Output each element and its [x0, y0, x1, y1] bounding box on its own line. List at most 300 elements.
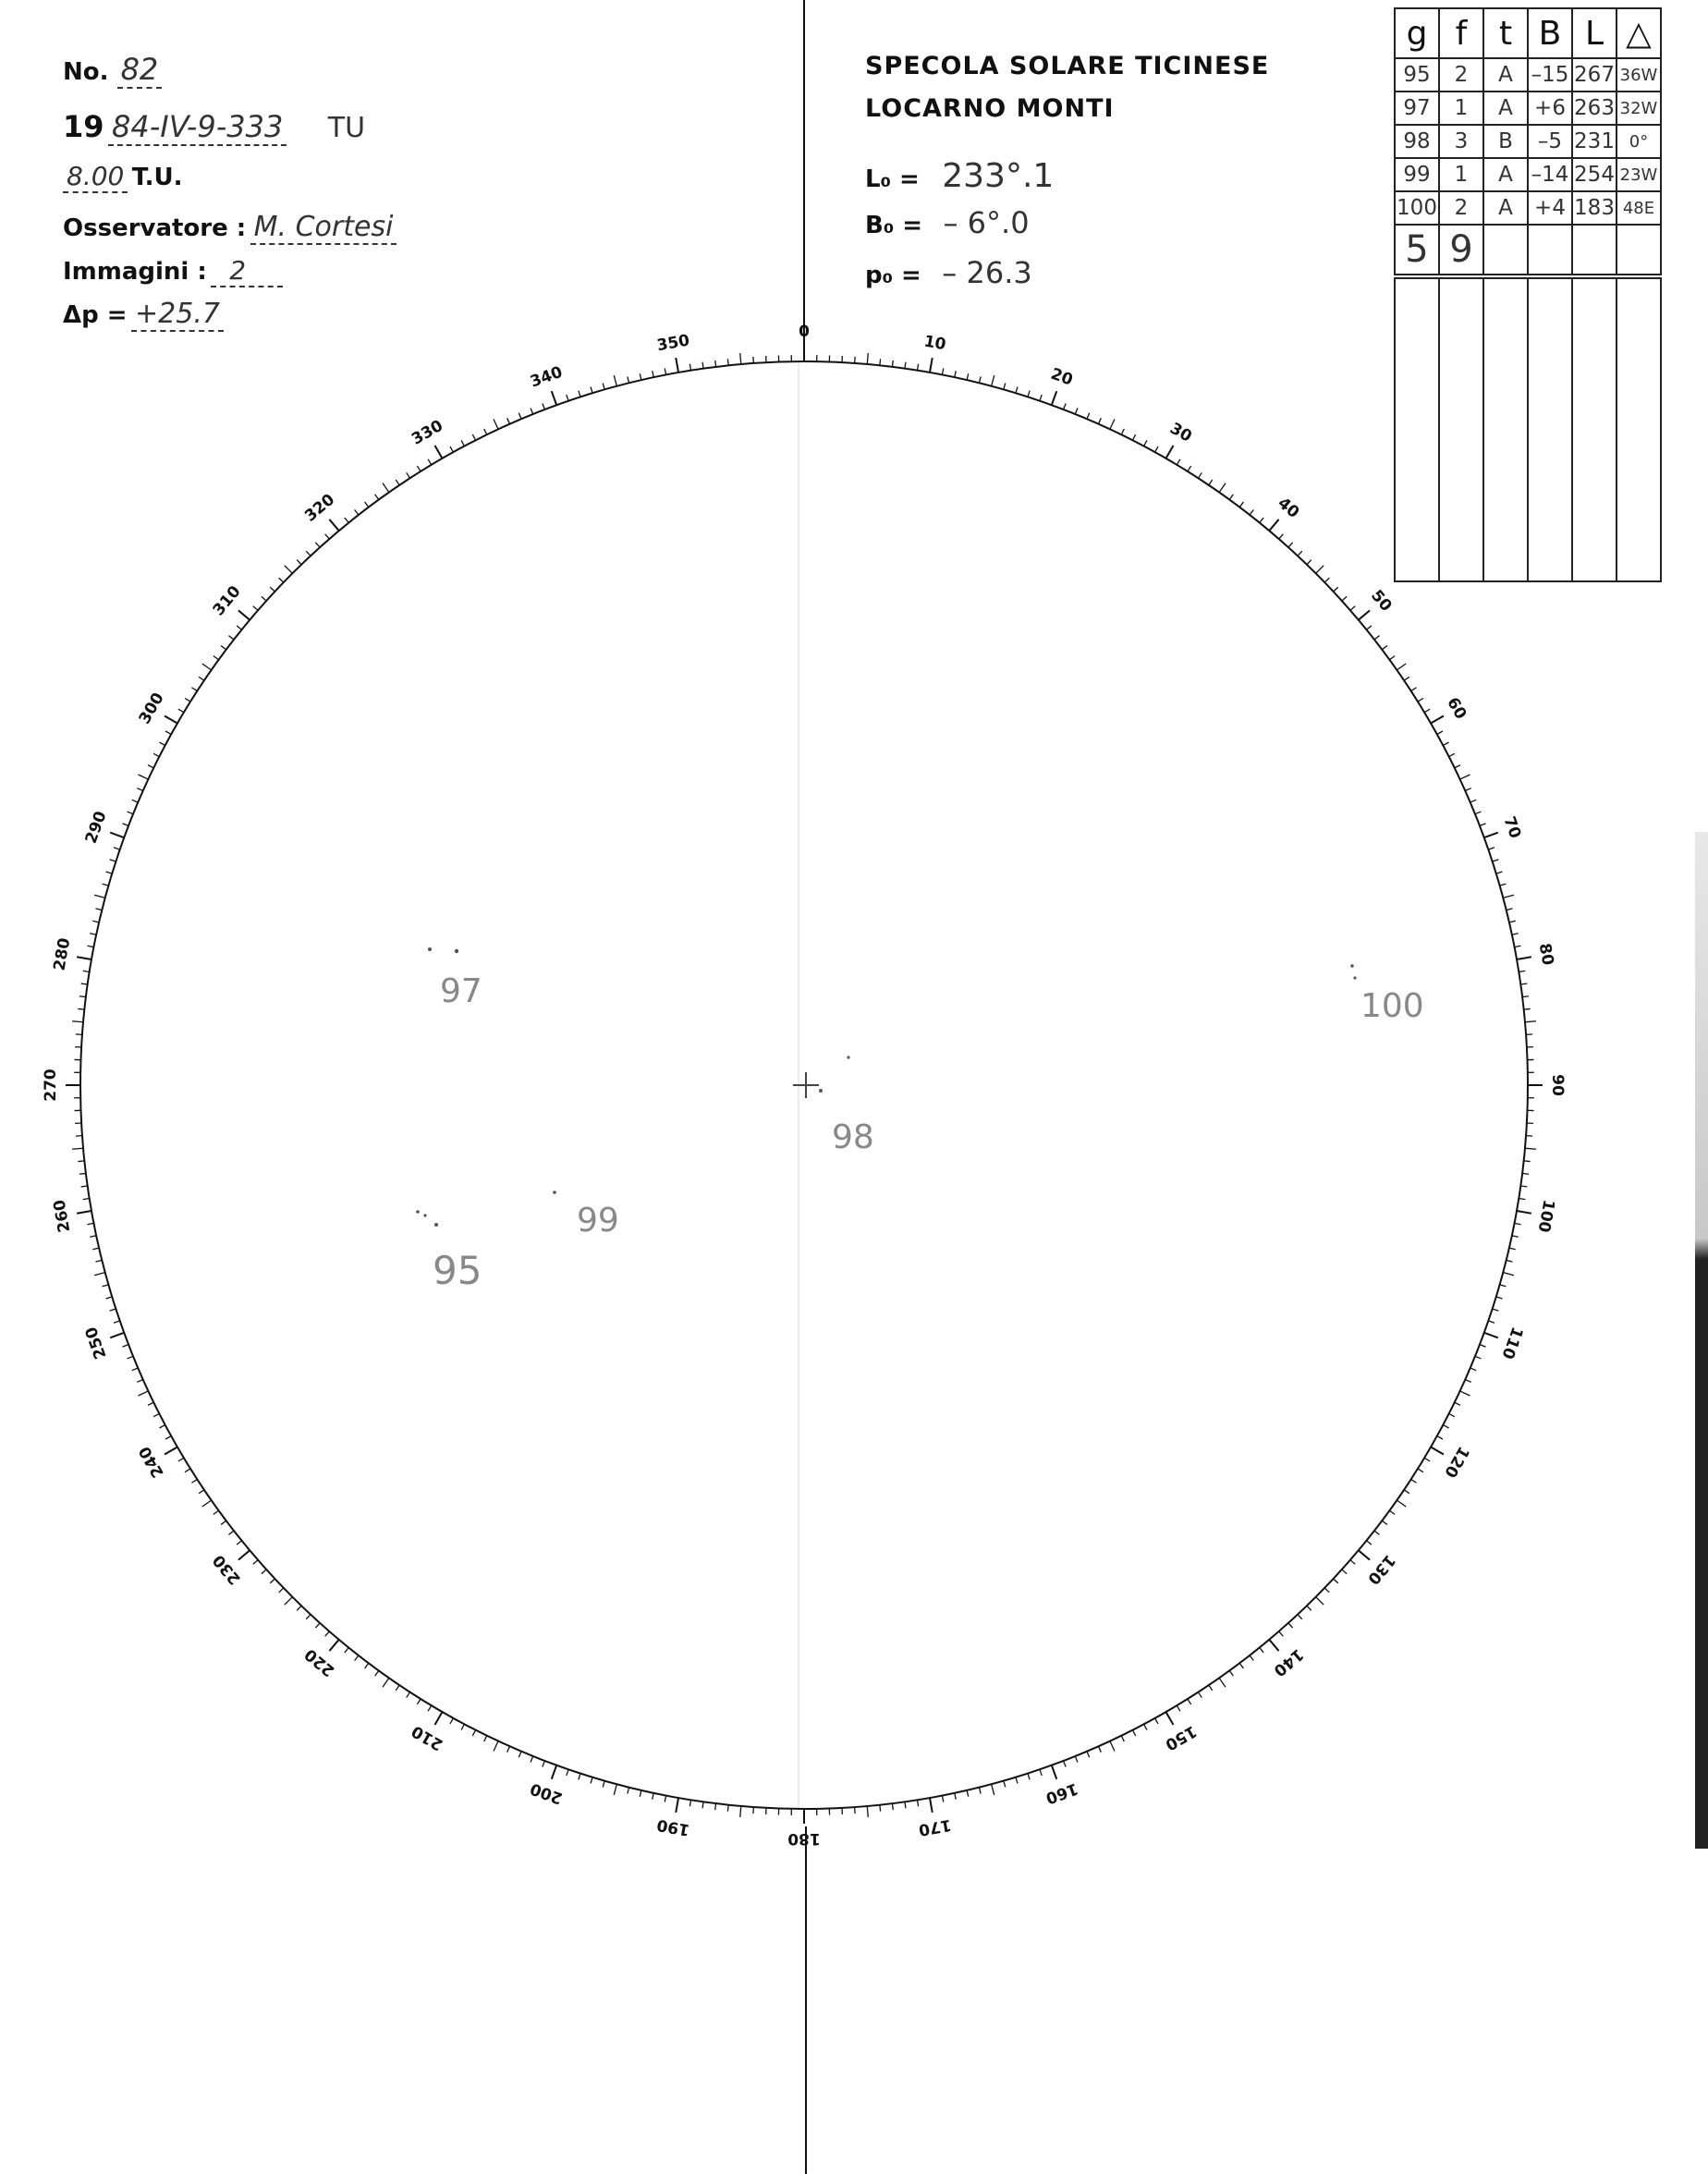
degree-tick [905, 362, 906, 369]
degree-tick [79, 996, 86, 997]
b0-value: – 6°.0 [943, 205, 1030, 240]
degree-tick [1493, 860, 1499, 861]
degree-tick [992, 375, 994, 386]
degree-tick [106, 872, 113, 873]
table-cell: 2 [1439, 58, 1483, 92]
degree-tick [603, 384, 604, 390]
degree-tick [955, 371, 956, 377]
degree-tick [315, 1623, 320, 1628]
degree-tick [214, 1510, 219, 1514]
degree-tick [494, 419, 498, 429]
degree-tick [1431, 1447, 1444, 1455]
degree-tick [1132, 1730, 1135, 1736]
degree-tick [1250, 1655, 1253, 1661]
degree-tick-label: 180 [787, 1829, 821, 1848]
degree-tick [90, 1236, 96, 1237]
degree-tick [114, 1321, 120, 1323]
degree-tick [138, 1391, 148, 1396]
degree-tick [138, 775, 148, 779]
degree-tick [1389, 656, 1395, 660]
degree-tick [137, 1379, 142, 1382]
degree-tick [202, 664, 212, 670]
table-total-cell: 5 [1395, 225, 1439, 276]
degree-tick [355, 509, 359, 515]
degree-tick [396, 1685, 399, 1691]
degree-tick [1424, 709, 1430, 713]
degree-tick [942, 369, 943, 375]
degree-tick-label: 110 [1497, 1324, 1527, 1362]
degree-tick [979, 376, 981, 383]
degree-tick [94, 1273, 105, 1276]
degree-tick [279, 1588, 284, 1593]
degree-tick [1307, 1606, 1312, 1610]
degree-tick [1209, 480, 1213, 485]
degree-tick [165, 716, 177, 724]
degree-tick [1334, 1579, 1338, 1583]
observer-label: Osservatore : [63, 214, 247, 242]
degree-tick [77, 1211, 92, 1214]
degree-tick [1342, 1569, 1347, 1574]
degree-tick [1028, 391, 1030, 397]
degree-tick-label: 60 [1443, 694, 1470, 723]
degree-tick [676, 1798, 678, 1813]
degree-tick [191, 688, 197, 691]
table-cell: A [1483, 92, 1528, 125]
degree-tick [228, 1531, 234, 1534]
degree-tick [1198, 472, 1202, 478]
header-t: t [1483, 8, 1528, 58]
images-label: Immagini : [63, 258, 207, 286]
degree-tick [1500, 1285, 1507, 1287]
degree-tick-label: 170 [917, 1814, 953, 1839]
degree-tick [1279, 534, 1284, 539]
degree-tick [1404, 677, 1409, 680]
degree-tick [1359, 1550, 1370, 1559]
degree-tick [591, 387, 592, 394]
header-g: g [1395, 8, 1439, 58]
degree-tick [1475, 812, 1481, 814]
table-cell: –5 [1528, 125, 1572, 158]
degree-tick [137, 788, 142, 791]
table-cell: 1 [1439, 92, 1483, 125]
degree-tick [531, 1756, 533, 1762]
degree-tick [689, 364, 690, 371]
degree-tick [92, 1248, 99, 1250]
degree-tick [1500, 884, 1507, 885]
degree-tick-label: 190 [655, 1814, 691, 1839]
degree-tick [355, 1655, 359, 1661]
degree-tick [507, 418, 510, 423]
degree-tick [128, 812, 133, 814]
date-value: 84-IV-9-333 [108, 109, 287, 146]
degree-tick [1098, 1746, 1101, 1752]
degree-tick [880, 1805, 881, 1812]
header-f: f [1439, 8, 1483, 58]
degree-tick [1269, 519, 1278, 531]
degree-tick [1198, 1692, 1202, 1698]
degree-tick [1342, 596, 1347, 601]
degree-tick [428, 1705, 432, 1711]
degree-tick [518, 413, 521, 419]
group-label-99: 99 [577, 1202, 619, 1240]
table-cell: 1 [1439, 158, 1483, 191]
table-cell: 0° [1616, 125, 1661, 158]
degree-tick [640, 1790, 641, 1797]
degree-tick [1517, 1211, 1531, 1214]
degree-tick [930, 1798, 933, 1813]
degree-tick [1475, 1356, 1481, 1359]
degree-tick [1509, 921, 1516, 922]
degree-tick [1520, 1186, 1527, 1187]
degree-tick [1496, 872, 1503, 873]
degree-tick [1507, 1260, 1513, 1262]
degree-tick [628, 376, 629, 383]
degree-tick [270, 587, 274, 592]
degree-tick [1465, 788, 1470, 791]
degree-tick [1443, 742, 1448, 745]
degree-tick [1517, 957, 1531, 959]
degree-tick [122, 824, 128, 826]
degree-tick [1470, 800, 1476, 802]
degree-tick [1507, 909, 1513, 910]
degree-tick [1239, 1663, 1243, 1668]
table-cell: B [1483, 125, 1528, 158]
degree-tick [955, 1793, 956, 1800]
table-cell: 97 [1395, 92, 1439, 125]
degree-tick [1437, 731, 1443, 734]
degree-tick [285, 1597, 292, 1605]
degree-tick [78, 1008, 84, 1009]
observatory-name: SPECOLA SOLARE TICINESE [865, 52, 1270, 80]
degree-tick [407, 472, 410, 478]
degree-tick [94, 895, 105, 898]
degree-tick [165, 1447, 177, 1455]
degree-tick [1016, 387, 1018, 394]
degree-tick [178, 1458, 184, 1461]
degree-tick [1219, 483, 1226, 493]
degree-tick-label: 340 [528, 362, 566, 392]
table-cell: A [1483, 58, 1528, 92]
degree-tick [591, 1777, 592, 1784]
degree-tick [110, 833, 124, 837]
degree-tick [1367, 626, 1372, 629]
group-label-97: 97 [440, 972, 482, 1010]
p0-label: p₀ = [865, 262, 921, 289]
degree-tick-label: 20 [1048, 364, 1076, 390]
degree-tick [77, 957, 92, 959]
degree-tick [1411, 688, 1417, 691]
degree-tick [1269, 1640, 1278, 1651]
degree-tick-label: 120 [1440, 1443, 1473, 1481]
degree-tick [1110, 1741, 1115, 1752]
degree-tick [103, 884, 109, 885]
degree-tick [72, 1148, 83, 1149]
degree-tick-label: 280 [50, 936, 75, 972]
degree-tick [1098, 418, 1101, 423]
degree-tick [1229, 1670, 1233, 1676]
degree-tick [1404, 1490, 1409, 1494]
scan-edge-strip [1695, 832, 1708, 1849]
degree-tick [417, 466, 421, 471]
degree-tick [1288, 1623, 1293, 1628]
degree-tick [740, 1806, 741, 1817]
degree-tick [917, 1800, 918, 1806]
degree-tick [253, 606, 258, 611]
degree-tick [1155, 1718, 1158, 1724]
degree-tick [128, 1356, 133, 1359]
degree-tick [1239, 502, 1243, 507]
degree-tick [1503, 895, 1514, 898]
degree-tick [345, 1648, 348, 1653]
degree-tick-label: 50 [1367, 586, 1396, 616]
degree-tick [1509, 1248, 1516, 1250]
degree-tick [472, 1730, 475, 1736]
degree-tick [148, 765, 153, 768]
delta-p-label: Δp = [63, 301, 128, 329]
degree-tick [1040, 395, 1042, 401]
degree-tick [702, 1801, 703, 1808]
degree-tick [285, 566, 292, 573]
degree-tick [1460, 1391, 1470, 1396]
degree-tick [1121, 429, 1124, 434]
degree-tick-label: 160 [1043, 1778, 1080, 1808]
degree-tick [880, 359, 881, 365]
degree-tick [552, 391, 556, 405]
table-cell: A [1483, 191, 1528, 225]
table-total-cell: 9 [1439, 225, 1483, 276]
degree-tick [1279, 1631, 1284, 1636]
degree-tick [450, 446, 453, 452]
degree-tick [614, 375, 616, 386]
degree-tick [967, 373, 969, 380]
degree-tick [1350, 1560, 1355, 1565]
degree-tick-label: 10 [922, 332, 947, 355]
degree-tick [1437, 1436, 1443, 1439]
number-value: 82 [117, 52, 163, 89]
degree-tick [238, 1550, 250, 1559]
degree-tick [979, 1788, 981, 1794]
table-cell: 267 [1572, 58, 1616, 92]
degree-tick [185, 698, 190, 702]
degree-tick [375, 1670, 379, 1676]
table-cell: 48E [1616, 191, 1661, 225]
degree-tick [79, 1173, 86, 1174]
degree-tick [325, 534, 330, 539]
degree-tick [1052, 1765, 1056, 1779]
degree-tick [676, 358, 678, 373]
degree-tick [383, 483, 389, 493]
degree-tick-label: 290 [81, 809, 111, 847]
table-cell: 2 [1439, 191, 1483, 225]
degree-tick [1298, 1615, 1302, 1619]
degree-tick [270, 1579, 274, 1583]
delta-p-value: +25.7 [131, 298, 224, 332]
degree-tick-label: 220 [301, 1644, 339, 1680]
table-cell: 95 [1395, 58, 1439, 92]
degree-tick-label: 150 [1162, 1721, 1200, 1754]
disk-center-cross [793, 1072, 819, 1098]
degree-tick [579, 391, 580, 397]
degree-tick [237, 1541, 241, 1545]
degree-tick [237, 626, 241, 629]
degree-tick [640, 373, 641, 380]
degree-tick [1455, 1402, 1460, 1405]
degree-tick-label: 310 [209, 582, 245, 620]
degree-tick [689, 1800, 690, 1806]
degree-tick [306, 551, 311, 556]
degree-tick [383, 1678, 389, 1687]
degree-tick [1121, 1736, 1124, 1741]
degree-tick [1316, 1597, 1324, 1605]
degree-tick [202, 1500, 212, 1507]
table-cell: 263 [1572, 92, 1616, 125]
degree-tick [1470, 1368, 1476, 1371]
degree-tick [905, 1801, 906, 1808]
degree-tick [1431, 716, 1444, 724]
degree-tick [279, 578, 284, 582]
degree-tick-label: 70 [1499, 813, 1525, 841]
degree-tick [1324, 578, 1329, 582]
degree-tick [1219, 1678, 1226, 1687]
degree-tick [1188, 1699, 1191, 1704]
table-cell: A [1483, 158, 1528, 191]
degree-tick [81, 983, 88, 984]
degree-tick [715, 1803, 716, 1810]
degree-tick [1389, 1510, 1395, 1514]
degree-tick [1166, 446, 1174, 458]
observatory-location: LOCARNO MONTI [865, 94, 1115, 123]
degree-tick [114, 848, 120, 849]
degree-tick [1488, 848, 1494, 849]
degree-tick [199, 1490, 204, 1494]
group-label-95: 95 [433, 1248, 482, 1293]
degree-tick [1087, 413, 1090, 419]
degree-tick-label: 260 [50, 1198, 75, 1234]
degree-tick-label: 90 [1548, 1074, 1567, 1096]
degree-tick [132, 1368, 138, 1371]
table-cell: 99 [1395, 158, 1439, 191]
degree-tick [892, 1803, 893, 1810]
degree-tick [461, 1724, 464, 1729]
degree-tick [1075, 1756, 1078, 1762]
degree-tick-label: 140 [1269, 1644, 1307, 1680]
degree-tick [1350, 606, 1355, 611]
l0-label: L₀ = [865, 165, 920, 193]
b0-label: B₀ = [865, 212, 923, 239]
degree-tick [428, 459, 432, 465]
degree-tick [262, 596, 266, 601]
degree-tick [967, 1790, 969, 1797]
degree-tick-label: 240 [135, 1443, 168, 1481]
degree-tick [88, 946, 94, 947]
degree-tick [345, 518, 348, 522]
degree-tick [159, 742, 165, 745]
degree-tick [262, 1569, 266, 1574]
degree-tick [435, 1712, 443, 1725]
degree-tick-label: 350 [655, 331, 691, 356]
degree-tick [942, 1796, 943, 1802]
degree-tick [867, 1806, 868, 1817]
degree-tick [603, 1781, 604, 1788]
degree-tick-label: 30 [1166, 419, 1195, 446]
table-cell: 100 [1395, 191, 1439, 225]
degree-tick [552, 1765, 556, 1779]
degree-tick [1144, 1724, 1147, 1729]
degree-tick [917, 364, 918, 371]
degree-tick [95, 909, 102, 910]
degree-tick [1004, 1781, 1006, 1788]
table-cell: –14 [1528, 158, 1572, 191]
degree-tick [1229, 495, 1233, 500]
degree-tick [1484, 1333, 1498, 1337]
degree-tick [297, 560, 301, 565]
degree-tick [1418, 1469, 1423, 1472]
degree-tick [1424, 1458, 1430, 1461]
degree-tick [365, 502, 369, 507]
degree-tick [1367, 1541, 1372, 1545]
time-value: 8.00 [63, 161, 128, 193]
group-label-98: 98 [832, 1118, 874, 1156]
time-label: T.U. [131, 164, 183, 191]
degree-tick [1298, 551, 1302, 556]
observer-value: M. Cortesi [250, 211, 397, 245]
degree-tick [315, 543, 320, 547]
table-cell: +4 [1528, 191, 1572, 225]
degree-tick [153, 753, 159, 756]
degree-tick [614, 1784, 616, 1795]
header-b: B [1528, 8, 1572, 58]
degree-tick [106, 1297, 113, 1299]
table-cell: 254 [1572, 158, 1616, 191]
table-cell: 98 [1395, 125, 1439, 158]
degree-tick [165, 731, 171, 734]
degree-tick [228, 636, 234, 640]
degree-tick [1480, 824, 1486, 826]
header-l: L [1572, 8, 1616, 58]
degree-tick [1411, 1479, 1417, 1483]
degree-tick [1144, 440, 1147, 446]
degree-tick-label: 40 [1274, 494, 1303, 522]
degree-tick [740, 353, 741, 364]
degree-tick [1382, 646, 1387, 650]
degree-tick [1519, 1198, 1525, 1199]
degree-tick-label: 80 [1534, 942, 1557, 967]
date-suffix: TU [327, 112, 366, 144]
degree-tick [892, 360, 893, 367]
degree-tick [325, 1631, 330, 1636]
degree-tick [472, 434, 475, 440]
table-cell: +6 [1528, 92, 1572, 125]
degree-tick-label: 300 [135, 690, 168, 727]
degree-tick [1374, 1531, 1380, 1534]
degree-tick [494, 1741, 498, 1752]
degree-tick [435, 446, 443, 458]
degree-tick [165, 1436, 171, 1439]
degree-tick [930, 358, 933, 373]
degree-tick-label: 230 [209, 1550, 245, 1588]
degree-tick [159, 1425, 165, 1428]
degree-tick [110, 1309, 116, 1311]
degree-tick [1155, 446, 1158, 452]
degree-tick [1449, 1413, 1455, 1416]
degree-tick [199, 677, 204, 680]
degree-tick [1460, 775, 1470, 779]
degree-tick [1496, 1297, 1503, 1299]
degree-tick [1188, 466, 1191, 471]
degree-tick [1040, 1769, 1042, 1776]
degree-tick [567, 1769, 568, 1776]
degree-tick-label: 200 [528, 1778, 566, 1808]
